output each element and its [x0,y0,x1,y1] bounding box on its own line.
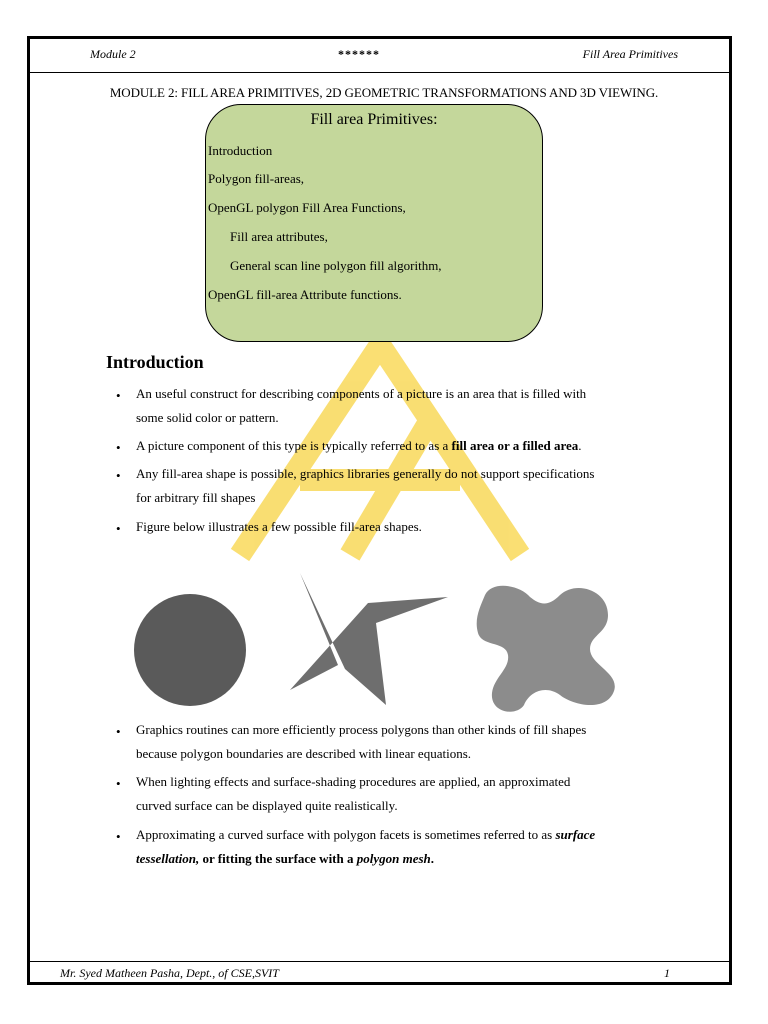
bullet-text [136,718,696,766]
bullet-text-bold-italic: polygon mesh [356,851,431,866]
bullet-text-bold-italic: surface [555,827,596,842]
bullet-line: Figure below illustrates a few possible fill-area shapes. [136,519,422,534]
bullet-text [136,382,696,430]
bullet-text-post: . [578,438,582,453]
module-title: MODULE 2: FILL AREA PRIMITIVES, 2D GEOMETRIC TRANSFORMATIONS AND 3D VIEWING. [109,85,659,100]
bullet-text [136,462,696,510]
star-polygon-shape [290,573,448,705]
bullet-text [136,770,696,818]
topic-box-title: Fill area Primitives: [310,111,438,128]
bullet-line: some solid color or pattern. [136,410,279,425]
bullet-dot: • [116,776,121,791]
bullet-line: An useful construct for describing components of a picture is an area that is filled with [136,386,587,401]
bullet-text-bold-italic: tessellation, [136,851,200,866]
topic-box [205,104,543,342]
topic-item: Introduction [208,143,273,158]
bullet-text-pre: A picture component of this type is typically referred to as a [136,438,452,453]
fill-area-shapes-figure [120,565,660,725]
bullet-line: Any fill-area shape is possible, graphics libraries generally do not support specifications [136,466,595,481]
bullet-line: curved surface can be displayed quite realistically. [136,798,398,813]
bullet-dot: • [116,829,121,844]
bullet-dot: • [116,468,121,483]
bullet-dot: • [116,521,121,536]
bullet-text-bold: fill area or a filled area [451,438,579,453]
bullet-dot: • [116,440,121,455]
footer-page-number: 1 [664,966,670,980]
circle-shape [134,594,246,706]
header-divider [30,72,731,73]
bullet-dot: • [116,724,121,739]
header-topic: Fill Area Primitives [582,47,678,61]
irregular-blob-shape [477,586,615,712]
bullet-line: When lighting effects and surface-shading procedures are applied, an approximated [136,774,571,789]
topic-item: Polygon fill-areas, [208,171,305,186]
bullet-text-pre: Approximating a curved surface with polygon facets is sometimes referred to as [136,827,556,842]
header-stars: ****** [338,47,380,61]
footer-author: Mr. Syed Matheen Pasha, Dept., of CSE,SVIT [60,966,279,980]
bullet-line: Graphics routines can more efficiently process polygons than other kinds of fill shapes [136,722,587,737]
section-heading: Introduction [106,352,204,372]
bullet-text [136,515,696,539]
topic-item: OpenGL fill-area Attribute functions. [208,287,402,302]
topic-item: General scan line polygon fill algorithm, [230,258,442,273]
bullet-text [136,434,696,458]
footer-divider [30,961,731,962]
topic-item: OpenGL polygon Fill Area Functions, [208,200,406,215]
bullet-text-bold: . [430,851,435,866]
bullet-line: for arbitrary fill shapes [136,490,256,505]
topic-item: Fill area attributes, [230,229,328,244]
bullet-line: because polygon boundaries are described with linear equations. [136,746,471,761]
bullet-dot: • [116,388,121,403]
header-module: Module 2 [90,47,136,61]
bullet-text-bold: or fitting the surface with a [199,851,357,866]
bullet-text [136,823,696,871]
